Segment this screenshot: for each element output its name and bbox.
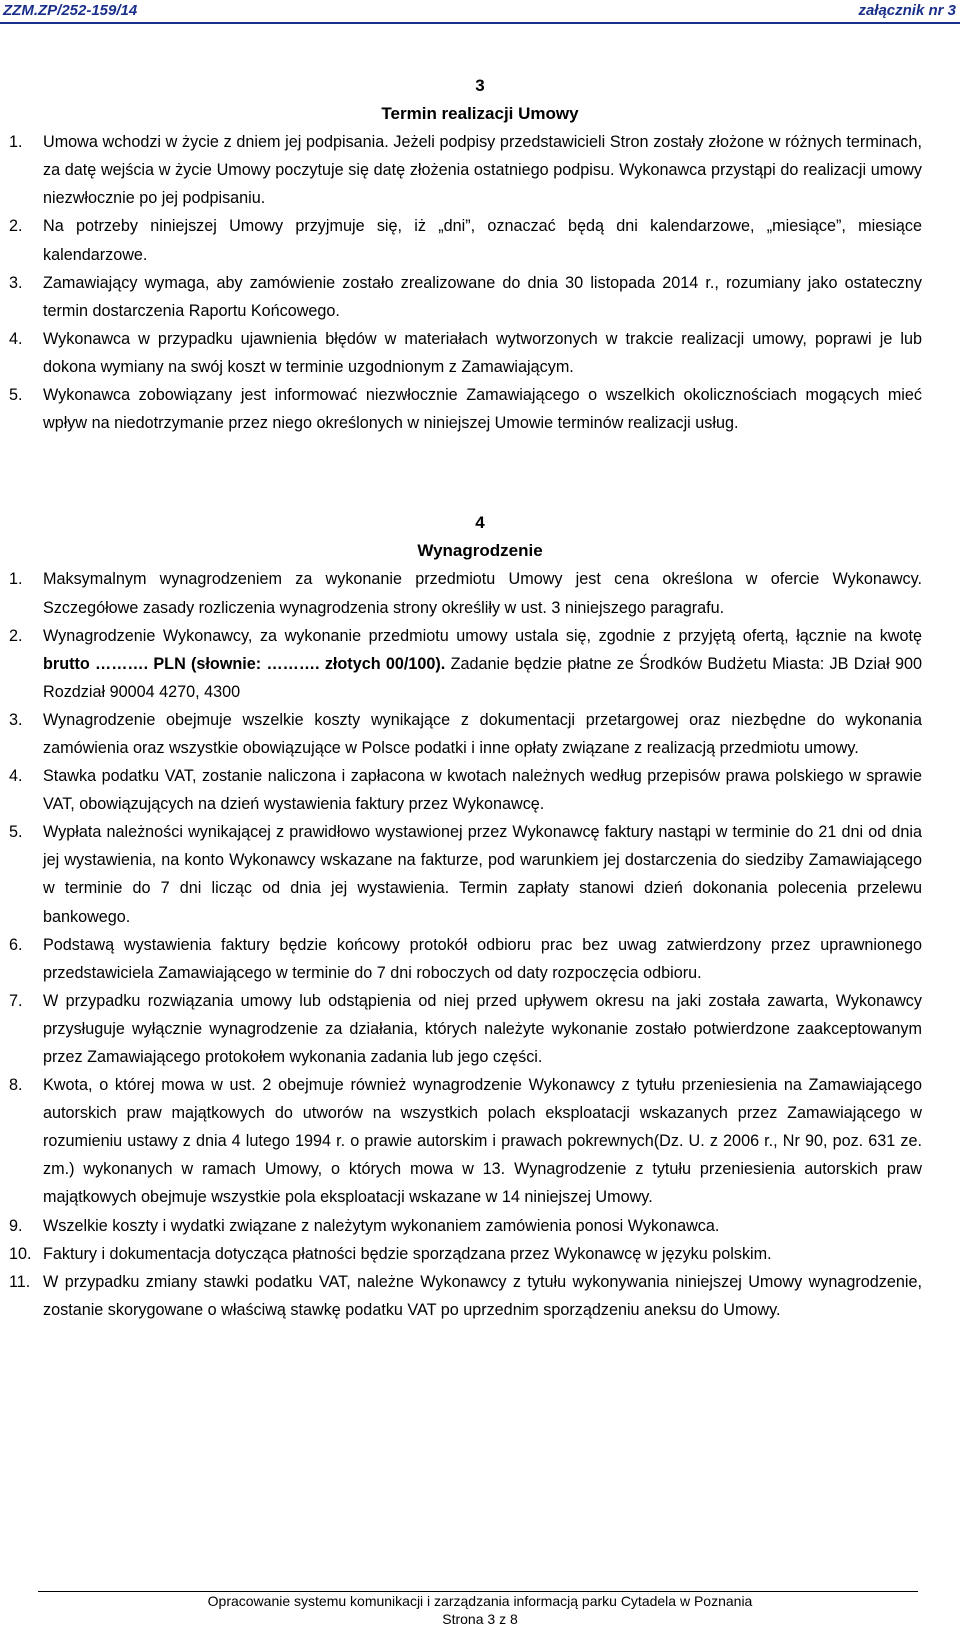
- list-item: [0, 818, 960, 930]
- list-item: [0, 931, 960, 987]
- section-4-list: [0, 565, 960, 1324]
- item-number: 4.: [9, 767, 23, 786]
- item-number: 1.: [9, 570, 23, 589]
- page-header: [0, 0, 960, 22]
- item-number: 7.: [9, 991, 23, 1010]
- item-text: Wynagrodzenie obejmuje wszelkie koszty wynikające z dokumentacji przetargowej oraz niezbędne do wykonania zamówienia oraz wszystkie obowiązujące w Polsce podatki i inne opłaty związane z realizacją przedmiotu umowy.: [43, 710, 922, 757]
- item-text: Faktury i dokumentacja dotycząca płatności będzie sporządzana przez Wykonawcę w języku polskim.: [43, 1244, 772, 1263]
- item-number: 2.: [9, 217, 23, 236]
- item-text: Na potrzeby niniejszej Umowy przyjmuje się, iż „dni”, oznaczać będą dni kalendarzowe, „miesiące”, miesiące kalendarzowe.: [43, 217, 922, 264]
- item-number: 11.: [9, 1272, 31, 1291]
- item-text: W przypadku zmiany stawki podatku VAT, należne Wykonawcy z tytułu wykonywania niniejszej Umowy wynagrodzenie, zostanie skorygowane o właściwą stawkę podatku VAT po uprzednim sporządzeniu aneksu do Umowy.: [43, 1272, 922, 1319]
- item-number: 10.: [9, 1244, 32, 1263]
- item-number: 3.: [9, 710, 23, 729]
- page-footer: [0, 1592, 960, 1628]
- item-text: Umowa wchodzi w życie z dniem jej podpisania. Jeżeli podpisy przedstawicieli Stron zostały złożone w różnych terminach, za datę wejścia w życie Umowy poczytuje się datę złożenia ostatniego podpisu. Wykonawca przystąpi do realizacji umowy niezwłocznie po jej podpisaniu.: [43, 133, 922, 208]
- item-number: 4.: [9, 329, 23, 348]
- item-text: Podstawą wystawienia faktury będzie końcowy protokół odbioru prac bez uwag zatwierdzony przez uprawnionego przedstawiciela Zamawiającego w terminie do 7 dni roboczych od daty rozpoczęcia odbioru.: [43, 935, 922, 982]
- list-item: [0, 987, 960, 1071]
- item-text: Wykonawca w przypadku ujawnienia błędów w materiałach wytworzonych w trakcie realizacji umowy, poprawi je lub dokona wymiany na swój koszt w terminie uzgodnionym z Zamawiającym.: [43, 329, 922, 376]
- header-rule: [0, 22, 960, 24]
- item-text: Zamawiający wymaga, aby zamówienie zostało zrealizowane do dnia 30 listopada 2014 r., rozumiany jako ostateczny termin dostarczenia Raportu Końcowego.: [43, 273, 922, 320]
- list-item: [0, 622, 960, 706]
- list-item: [0, 212, 960, 268]
- section-3-list: [0, 128, 960, 437]
- list-item: [0, 706, 960, 762]
- item-text: W przypadku rozwiązania umowy lub odstąpienia od niej przed upływem okresu na jaki została zawarta, Wykonawcy przysługuje wyłącznie wynagrodzenie za działania, których należyte wykonanie zostało potwierdzone zaakceptowanym przez Zamawiającego protokołem wykonania zadania lub jego części.: [43, 991, 922, 1066]
- item-number: 9.: [9, 1216, 23, 1235]
- footer-title: Opracowanie systemu komunikacji i zarządzania informacją parku Cytadela w Poznania: [207, 1593, 753, 1609]
- page-number: Strona 3 z 8: [442, 1611, 518, 1627]
- item-number: 5.: [9, 823, 23, 842]
- list-item: [0, 565, 960, 621]
- list-item: [0, 269, 960, 325]
- list-item: [0, 1212, 960, 1240]
- section-gap: [0, 437, 960, 509]
- item-number: 3.: [9, 273, 23, 292]
- list-item: [0, 1071, 960, 1211]
- amount-bold-text: brutto ………. PLN (słownie: ………. złotych 00/100).: [43, 654, 446, 673]
- document-reference: ZZM.ZP/252-159/14: [3, 2, 138, 19]
- list-item: [0, 381, 960, 437]
- item-text: Maksymalnym wynagrodzeniem za wykonanie przedmiotu Umowy jest cena określona w ofercie Wykonawcy. Szczegółowe zasady rozliczenia wynagrodzenia strony określiły w ust. 3 niniejszego paragrafu.: [43, 570, 922, 617]
- list-item: [0, 762, 960, 818]
- item-number: 2.: [9, 626, 23, 645]
- item-text: Wszelkie koszty i wydatki związane z należytym wykonaniem zamówienia ponosi Wykonawca.: [43, 1216, 720, 1235]
- list-item: [0, 1268, 960, 1324]
- attachment-label: załącznik nr 3: [858, 2, 956, 19]
- section-3-title: Termin realizacji Umowy: [381, 104, 579, 124]
- section-3-number: 3: [475, 76, 485, 95]
- list-item: [0, 325, 960, 381]
- item-number: 1.: [9, 133, 23, 152]
- item-number: 8.: [9, 1076, 23, 1095]
- document-body: [0, 72, 960, 1324]
- item-text: Wypłata należności wynikającej z prawidłowo wystawionej przez Wykonawcę faktury nastąpi w terminie do 21 dni od dnia jej wystawienia, na konto Wykonawcy wskazane na fakturze, pod warunkiem jej dostarczenia do siedziby Zamawiającego w terminie do 7 dni licząc od dnia jej wystawienia. Termin zapłaty stanowi dzień dokonania polecenia przelewu bankowego.: [43, 823, 922, 926]
- item-text: Stawka podatku VAT, zostanie naliczona i zapłacona w kwotach należnych według przepisów prawa polskiego w sprawie VAT, obowiązujących na dzień wystawienia faktury przez Wykonawcę.: [43, 767, 922, 814]
- section-4-title: Wynagrodzenie: [417, 541, 543, 561]
- list-item: [0, 128, 960, 212]
- item-number: 5.: [9, 386, 23, 405]
- item-text: Wykonawca zobowiązany jest informować niezwłocznie Zamawiającego o wszelkich okolicznościach mogących mieć wpływ na niedotrzymanie przez niego określonych w niniejszej Umowie terminów realizacji usług.: [43, 386, 922, 433]
- item-number: 6.: [9, 935, 23, 954]
- list-item: [0, 1240, 960, 1268]
- section-4-number: 4: [475, 513, 485, 533]
- item-text: Zadanie będzie płatne ze Środków Budżetu Miasta: JB Dział 900 Rozdział 90004 4270, 4300: [43, 654, 922, 701]
- item-text: Kwota, o której mowa w ust. 2 obejmuje również wynagrodzenie Wykonawcy z tytułu przeniesienia na Zamawiającego autorskich praw majątkowych do utworów na wszystkich polach eksploatacji wskazanych przez Zamawiającego w rozumieniu ustawy z dnia 4 lutego 1994 r. o prawie autorskim i prawach pokrewnych(Dz. U. z 2006 r., Nr 90, poz. 631 ze. zm.) wykonanych w ramach Umowy, o których mowa w 13. Wynagrodzenie z tytułu przeniesienia autorskich praw majątkowych obejmuje wszystkie pola eksploatacji wskazane w 14 niniejszej Umowy.: [43, 1076, 922, 1207]
- item-text: Wynagrodzenie Wykonawcy, za wykonanie przedmiotu umowy ustala się, zgodnie z przyjętą ofertą, łącznie na kwotę: [43, 626, 922, 645]
